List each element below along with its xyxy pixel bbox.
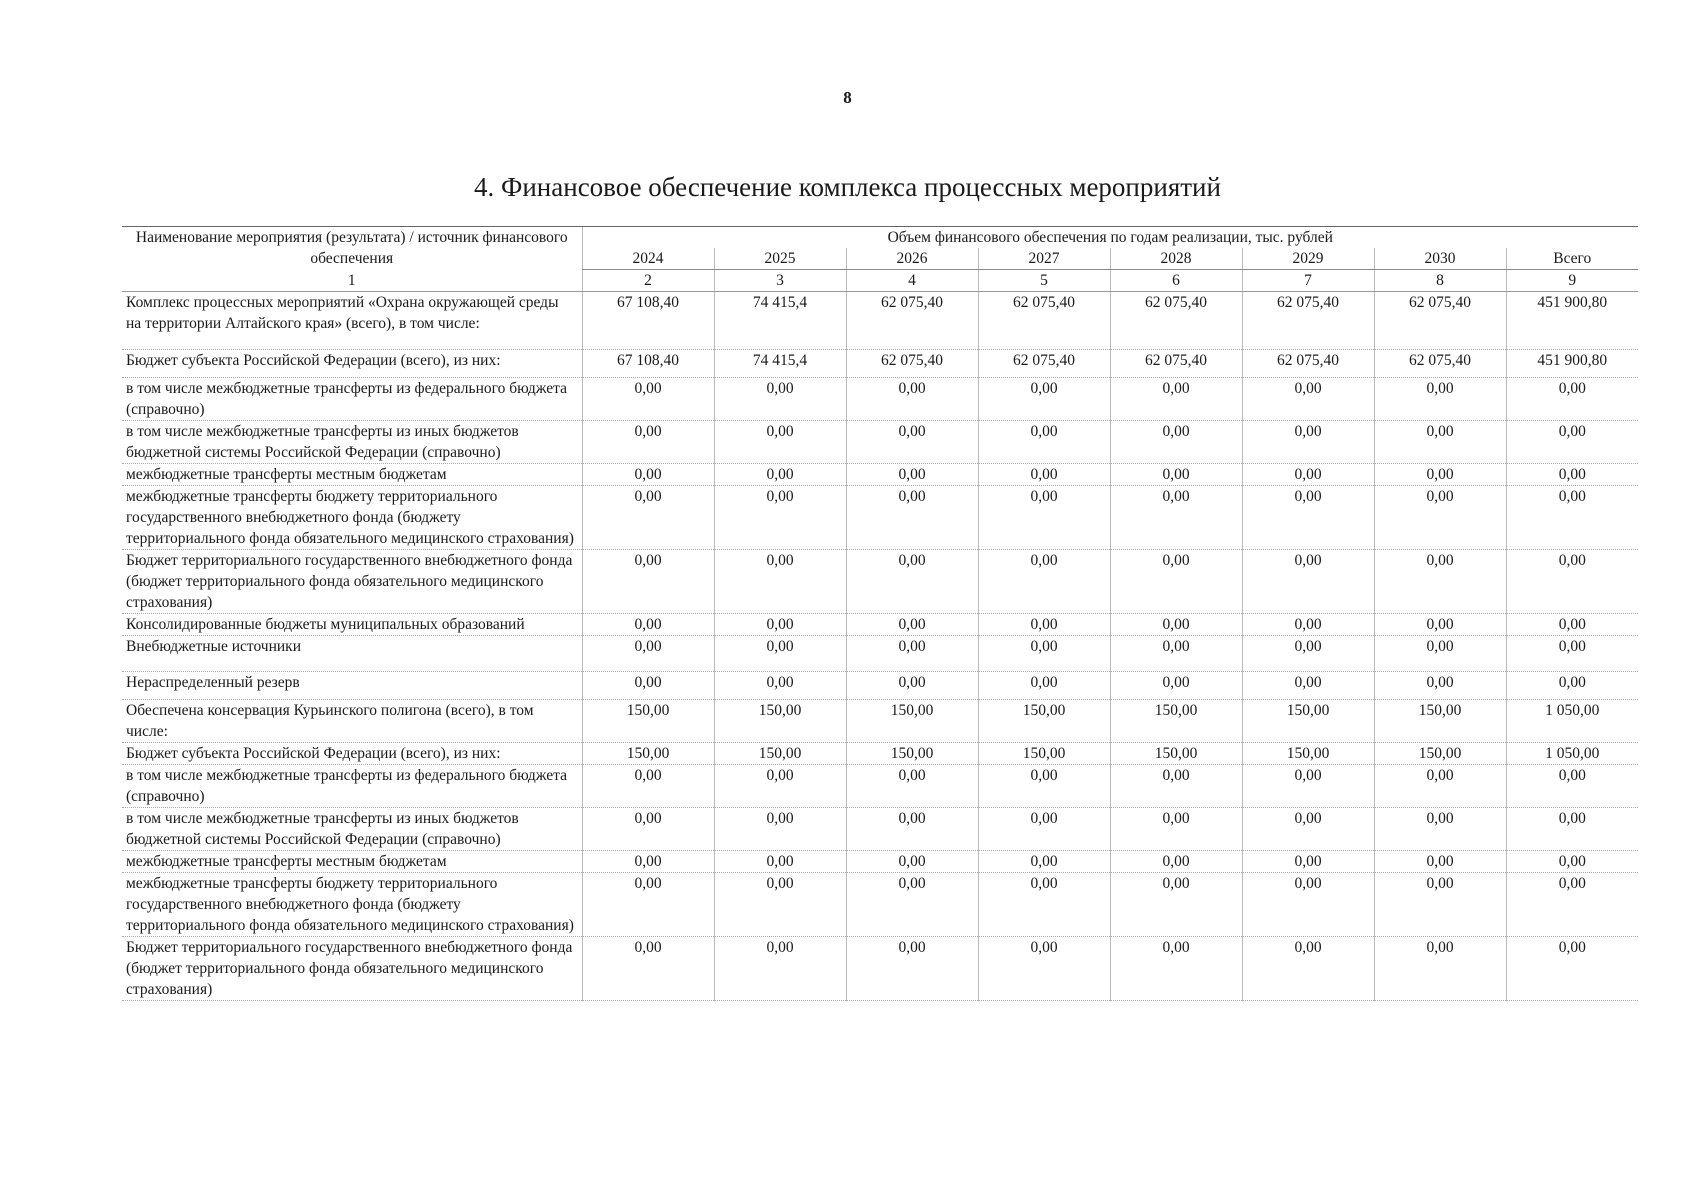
cell-value: 150,00 (582, 700, 714, 743)
cell-value: 0,00 (1110, 808, 1242, 851)
cell-value: 0,00 (1506, 486, 1638, 550)
row-name: в том числе межбюджетные трансферты из федерального бюджета (справочно) (122, 378, 582, 421)
cell-value: 0,00 (1506, 851, 1638, 873)
row-name: Бюджет субъекта Российской Федерации (всего), из них: (122, 743, 582, 765)
row-name: Бюджет территориального государственного внебюджетного фонда (бюджет территориального фонда обязательного медицинского страхования) (122, 550, 582, 614)
cell-value: 0,00 (1506, 614, 1638, 636)
cell-value: 0,00 (1374, 378, 1506, 421)
cell-value: 0,00 (1506, 464, 1638, 486)
cell-value: 150,00 (978, 700, 1110, 743)
cell-value: 0,00 (582, 421, 714, 464)
header-name-column: Наименование мероприятия (результата) / источник финансового обеспечения (122, 227, 582, 270)
table-row (122, 873, 1638, 937)
cell-value: 0,00 (582, 636, 714, 672)
cell-value: 0,00 (1506, 550, 1638, 614)
cell-value: 150,00 (1374, 700, 1506, 743)
cell-value: 0,00 (1506, 873, 1638, 937)
cell-value: 0,00 (978, 550, 1110, 614)
cell-value: 0,00 (1374, 636, 1506, 672)
table-row (122, 672, 1638, 700)
header-year: 2029 (1242, 248, 1374, 270)
cell-value: 0,00 (846, 614, 978, 636)
cell-value: 0,00 (846, 486, 978, 550)
cell-value: 0,00 (1110, 550, 1242, 614)
cell-value: 0,00 (1110, 672, 1242, 700)
cell-value: 0,00 (714, 873, 846, 937)
header-year: 2027 (978, 248, 1110, 270)
cell-value: 0,00 (1242, 550, 1374, 614)
cell-value: 0,00 (1374, 486, 1506, 550)
row-name: Обеспечена консервация Курьинского полигона (всего), в том числе: (122, 700, 582, 743)
row-name: Нераспределенный резерв (122, 672, 582, 700)
row-name: Внебюджетные источники (122, 636, 582, 672)
cell-value: 0,00 (714, 614, 846, 636)
page-number: 8 (843, 88, 852, 107)
cell-value: 0,00 (1374, 765, 1506, 808)
row-name: Бюджет территориального государственного внебюджетного фонда (бюджет территориального фонда обязательного медицинского страхования) (122, 937, 582, 1001)
header-year: 2026 (846, 248, 978, 270)
cell-value: 0,00 (1242, 765, 1374, 808)
table-row (122, 350, 1638, 378)
cell-value: 62 075,40 (846, 350, 978, 378)
table-row (122, 851, 1638, 873)
cell-value: 150,00 (1374, 743, 1506, 765)
cell-value: 0,00 (1506, 636, 1638, 672)
table-row (122, 765, 1638, 808)
cell-value: 150,00 (1110, 700, 1242, 743)
cell-value: 62 075,40 (1110, 292, 1242, 350)
cell-value: 0,00 (1506, 421, 1638, 464)
cell-value: 0,00 (714, 421, 846, 464)
cell-value: 0,00 (1242, 937, 1374, 1001)
table-row (122, 486, 1638, 550)
cell-value: 0,00 (978, 378, 1110, 421)
cell-value: 0,00 (582, 378, 714, 421)
cell-value: 0,00 (978, 421, 1110, 464)
table-row (122, 700, 1638, 743)
cell-value: 62 075,40 (978, 350, 1110, 378)
cell-value: 0,00 (1110, 378, 1242, 421)
cell-value: 0,00 (582, 808, 714, 851)
header-volume-group: Объем финансового обеспечения по годам реализации, тыс. рублей (582, 227, 1638, 249)
header-column-numbers-row (122, 270, 1638, 292)
cell-value: 0,00 (1242, 486, 1374, 550)
cell-value: 150,00 (846, 743, 978, 765)
cell-value: 0,00 (978, 486, 1110, 550)
cell-value: 0,00 (1374, 614, 1506, 636)
financing-table (122, 226, 1638, 1001)
cell-value: 0,00 (846, 672, 978, 700)
table-row (122, 378, 1638, 421)
table-row (122, 292, 1638, 350)
cell-value: 0,00 (846, 378, 978, 421)
table-row (122, 464, 1638, 486)
cell-value: 0,00 (846, 873, 978, 937)
cell-value: 0,00 (1374, 937, 1506, 1001)
row-name: межбюджетные трансферты бюджету территориального государственного внебюджетного фонда (бюджету территориального фонда обязательного медицинского страхования) (122, 873, 582, 937)
cell-value: 0,00 (1110, 765, 1242, 808)
column-number: 3 (714, 270, 846, 292)
cell-value: 0,00 (714, 765, 846, 808)
cell-value: 0,00 (1374, 808, 1506, 851)
cell-value: 0,00 (1110, 873, 1242, 937)
row-name: межбюджетные трансферты местным бюджетам (122, 851, 582, 873)
cell-value: 0,00 (582, 464, 714, 486)
column-number: 5 (978, 270, 1110, 292)
row-name: в том числе межбюджетные трансферты из иных бюджетов бюджетной системы Российской Федерации (справочно) (122, 421, 582, 464)
table-row (122, 421, 1638, 464)
cell-value: 0,00 (714, 808, 846, 851)
cell-value: 0,00 (978, 808, 1110, 851)
cell-value: 0,00 (1110, 421, 1242, 464)
cell-value: 0,00 (1110, 464, 1242, 486)
cell-value: 0,00 (978, 614, 1110, 636)
cell-value: 0,00 (1242, 421, 1374, 464)
cell-value: 0,00 (1374, 464, 1506, 486)
cell-value: 0,00 (1110, 486, 1242, 550)
cell-value: 451 900,80 (1506, 350, 1638, 378)
cell-value: 150,00 (1242, 700, 1374, 743)
cell-value: 0,00 (1506, 765, 1638, 808)
cell-value: 0,00 (714, 636, 846, 672)
cell-value: 0,00 (582, 486, 714, 550)
table-row (122, 550, 1638, 614)
row-name: межбюджетные трансферты бюджету территориального государственного внебюджетного фонда (бюджету территориального фонда обязательного медицинского страхования) (122, 486, 582, 550)
cell-value: 0,00 (846, 808, 978, 851)
cell-value: 74 415,4 (714, 350, 846, 378)
cell-value: 0,00 (978, 636, 1110, 672)
cell-value: 0,00 (582, 937, 714, 1001)
cell-value: 0,00 (846, 851, 978, 873)
row-name: межбюджетные трансферты местным бюджетам (122, 464, 582, 486)
table-row (122, 808, 1638, 851)
cell-value: 0,00 (1242, 614, 1374, 636)
cell-value: 0,00 (846, 550, 978, 614)
cell-value: 0,00 (1242, 808, 1374, 851)
row-name: в том числе межбюджетные трансферты из иных бюджетов бюджетной системы Российской Федерации (справочно) (122, 808, 582, 851)
column-number: 1 (122, 270, 582, 292)
cell-value: 62 075,40 (1374, 350, 1506, 378)
cell-value: 0,00 (1374, 550, 1506, 614)
row-name: Консолидированные бюджеты муниципальных образований (122, 614, 582, 636)
cell-value: 0,00 (1506, 937, 1638, 1001)
column-number: 6 (1110, 270, 1242, 292)
cell-value: 0,00 (1506, 808, 1638, 851)
table-row (122, 636, 1638, 672)
table-row (122, 743, 1638, 765)
cell-value: 0,00 (714, 550, 846, 614)
cell-value: 1 050,00 (1506, 743, 1638, 765)
header-year: 2024 (582, 248, 714, 270)
cell-value: 67 108,40 (582, 350, 714, 378)
cell-value: 0,00 (714, 378, 846, 421)
cell-value: 150,00 (582, 743, 714, 765)
row-name: Бюджет субъекта Российской Федерации (всего), из них: (122, 350, 582, 378)
cell-value: 0,00 (846, 937, 978, 1001)
cell-value: 0,00 (582, 550, 714, 614)
cell-value: 150,00 (978, 743, 1110, 765)
cell-value: 0,00 (1110, 937, 1242, 1001)
header-year: 2030 (1374, 248, 1506, 270)
cell-value: 0,00 (1506, 378, 1638, 421)
page-title: 4. Финансовое обеспечение комплекса процессных мероприятий (474, 172, 1221, 202)
cell-value: 0,00 (1110, 614, 1242, 636)
cell-value: 150,00 (846, 700, 978, 743)
cell-value: 0,00 (582, 873, 714, 937)
cell-value: 0,00 (714, 486, 846, 550)
cell-value: 0,00 (1374, 873, 1506, 937)
cell-value: 0,00 (1110, 636, 1242, 672)
cell-value: 62 075,40 (978, 292, 1110, 350)
row-name: Комплекс процессных мероприятий «Охрана окружающей среды на территории Алтайского края» (всего), в том числе: (122, 292, 582, 350)
cell-value: 0,00 (978, 464, 1110, 486)
cell-value: 67 108,40 (582, 292, 714, 350)
cell-value: 0,00 (582, 614, 714, 636)
cell-value: 1 050,00 (1506, 700, 1638, 743)
cell-value: 0,00 (582, 672, 714, 700)
cell-value: 150,00 (1242, 743, 1374, 765)
cell-value: 0,00 (978, 937, 1110, 1001)
cell-value: 62 075,40 (1374, 292, 1506, 350)
column-number: 9 (1506, 270, 1638, 292)
header-year: 2028 (1110, 248, 1242, 270)
cell-value: 0,00 (582, 851, 714, 873)
cell-value: 0,00 (846, 636, 978, 672)
cell-value: 62 075,40 (1110, 350, 1242, 378)
cell-value: 0,00 (1110, 851, 1242, 873)
cell-value: 0,00 (978, 873, 1110, 937)
cell-value: 0,00 (714, 672, 846, 700)
cell-value: 0,00 (978, 765, 1110, 808)
cell-value: 0,00 (1374, 672, 1506, 700)
cell-value: 0,00 (1374, 851, 1506, 873)
cell-value: 0,00 (714, 464, 846, 486)
cell-value: 62 075,40 (1242, 350, 1374, 378)
cell-value: 0,00 (1242, 851, 1374, 873)
cell-value: 74 415,4 (714, 292, 846, 350)
cell-value: 150,00 (1110, 743, 1242, 765)
column-number: 4 (846, 270, 978, 292)
cell-value: 0,00 (978, 851, 1110, 873)
table-row (122, 937, 1638, 1001)
cell-value: 0,00 (978, 672, 1110, 700)
cell-value: 0,00 (1242, 464, 1374, 486)
cell-value: 0,00 (1242, 378, 1374, 421)
cell-value: 150,00 (714, 743, 846, 765)
cell-value: 451 900,80 (1506, 292, 1638, 350)
column-number: 2 (582, 270, 714, 292)
cell-value: 62 075,40 (846, 292, 978, 350)
header-year: 2025 (714, 248, 846, 270)
column-number: 7 (1242, 270, 1374, 292)
cell-value: 62 075,40 (1242, 292, 1374, 350)
cell-value: 0,00 (1374, 421, 1506, 464)
table-row (122, 614, 1638, 636)
cell-value: 0,00 (846, 421, 978, 464)
cell-value: 0,00 (1242, 636, 1374, 672)
cell-value: 0,00 (582, 765, 714, 808)
cell-value: 0,00 (714, 851, 846, 873)
cell-value: 0,00 (846, 464, 978, 486)
cell-value: 0,00 (1242, 672, 1374, 700)
column-number: 8 (1374, 270, 1506, 292)
cell-value: 0,00 (714, 937, 846, 1001)
cell-value: 0,00 (846, 765, 978, 808)
cell-value: 150,00 (714, 700, 846, 743)
header-total: Всего (1506, 248, 1638, 270)
cell-value: 0,00 (1506, 672, 1638, 700)
cell-value: 0,00 (1242, 873, 1374, 937)
row-name: в том числе межбюджетные трансферты из федерального бюджета (справочно) (122, 765, 582, 808)
